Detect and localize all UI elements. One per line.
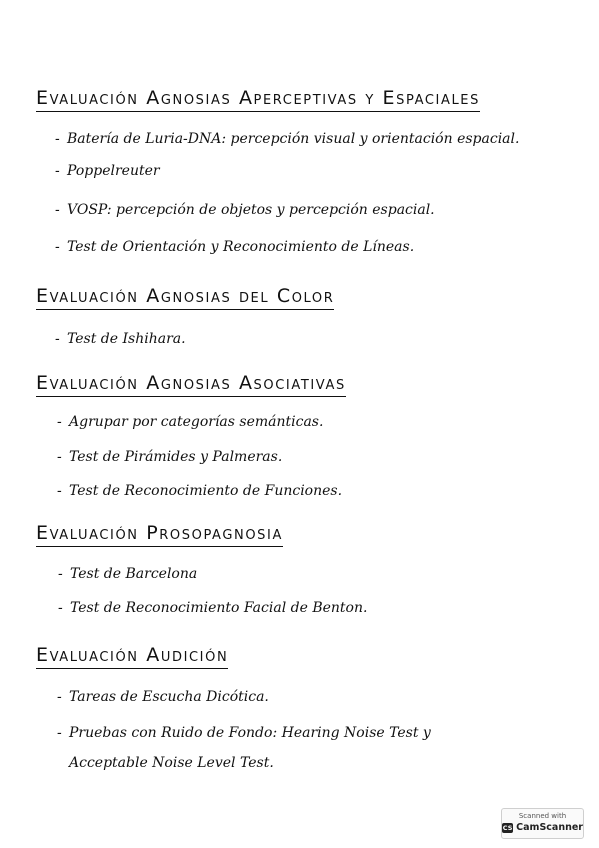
list-item [58, 599, 367, 617]
item-text: Acceptable Noise Level Test. [69, 755, 274, 771]
bullet-dash: - [57, 483, 62, 499]
item-text: Test de Reconocimiento de Funciones. [69, 483, 343, 499]
list-item [55, 330, 186, 348]
section-heading-audicion: Evaluación Audición [36, 643, 228, 669]
bullet-dash: - [57, 414, 62, 430]
section-heading-prosopagnosia: Evaluación Prosopagnosia [36, 521, 283, 547]
bullet-dash: - [58, 566, 63, 582]
list-item [57, 482, 342, 500]
section-heading-agnosias-color: Evaluación Agnosias del Color [36, 284, 334, 310]
item-text: Tareas de Escucha Dicótica. [69, 689, 269, 705]
section-heading-agnosias-asociativas: Evaluación Agnosias Asociativas [36, 371, 346, 397]
item-text: Agrupar por categorías semánticas. [69, 414, 324, 430]
list-item [55, 201, 435, 219]
bullet-dash: - [55, 163, 60, 179]
list-item [55, 162, 160, 180]
list-item [57, 688, 269, 706]
bullet-dash: - [58, 600, 63, 616]
bullet-dash: - [57, 725, 62, 741]
item-text: Poppelreuter [67, 163, 160, 179]
item-text: Test de Reconocimiento Facial de Benton. [70, 600, 368, 616]
bullet-dash: - [55, 331, 60, 347]
item-text: Batería de Luria-DNA: percepción visual y orientación espacial. [67, 131, 520, 147]
camscanner-logo-icon: CS [502, 824, 513, 832]
watermark-caption: Scanned with [518, 812, 567, 820]
item-text: Test de Barcelona [70, 566, 198, 582]
camscanner-watermark [501, 808, 584, 839]
watermark-brand-name: CamScanner [516, 822, 583, 833]
item-text: VOSP: percepción de objetos y percepción espacial. [67, 202, 435, 218]
bullet-dash: - [55, 202, 60, 218]
item-text: Test de Orientación y Reconocimiento de Líneas. [67, 239, 415, 255]
item-text: Pruebas con Ruido de Fondo: Hearing Noise Test y [69, 725, 431, 741]
list-item [55, 238, 414, 256]
bullet-dash: - [57, 689, 62, 705]
item-text: Test de Pirámides y Palmeras. [69, 449, 283, 465]
list-item [57, 448, 282, 466]
watermark-brand [502, 822, 583, 834]
item-text: Test de Ishihara. [67, 331, 186, 347]
list-item [57, 413, 323, 431]
bullet-dash: - [55, 131, 60, 147]
list-item [58, 565, 197, 583]
bullet-dash: - [55, 239, 60, 255]
section-heading-agnosias-aperceptivas: Evaluación Agnosias Aperceptivas y Espaciales [36, 86, 480, 112]
list-item [55, 130, 519, 148]
bullet-dash: - [57, 449, 62, 465]
list-item [57, 724, 431, 742]
list-item-continuation [69, 754, 274, 772]
